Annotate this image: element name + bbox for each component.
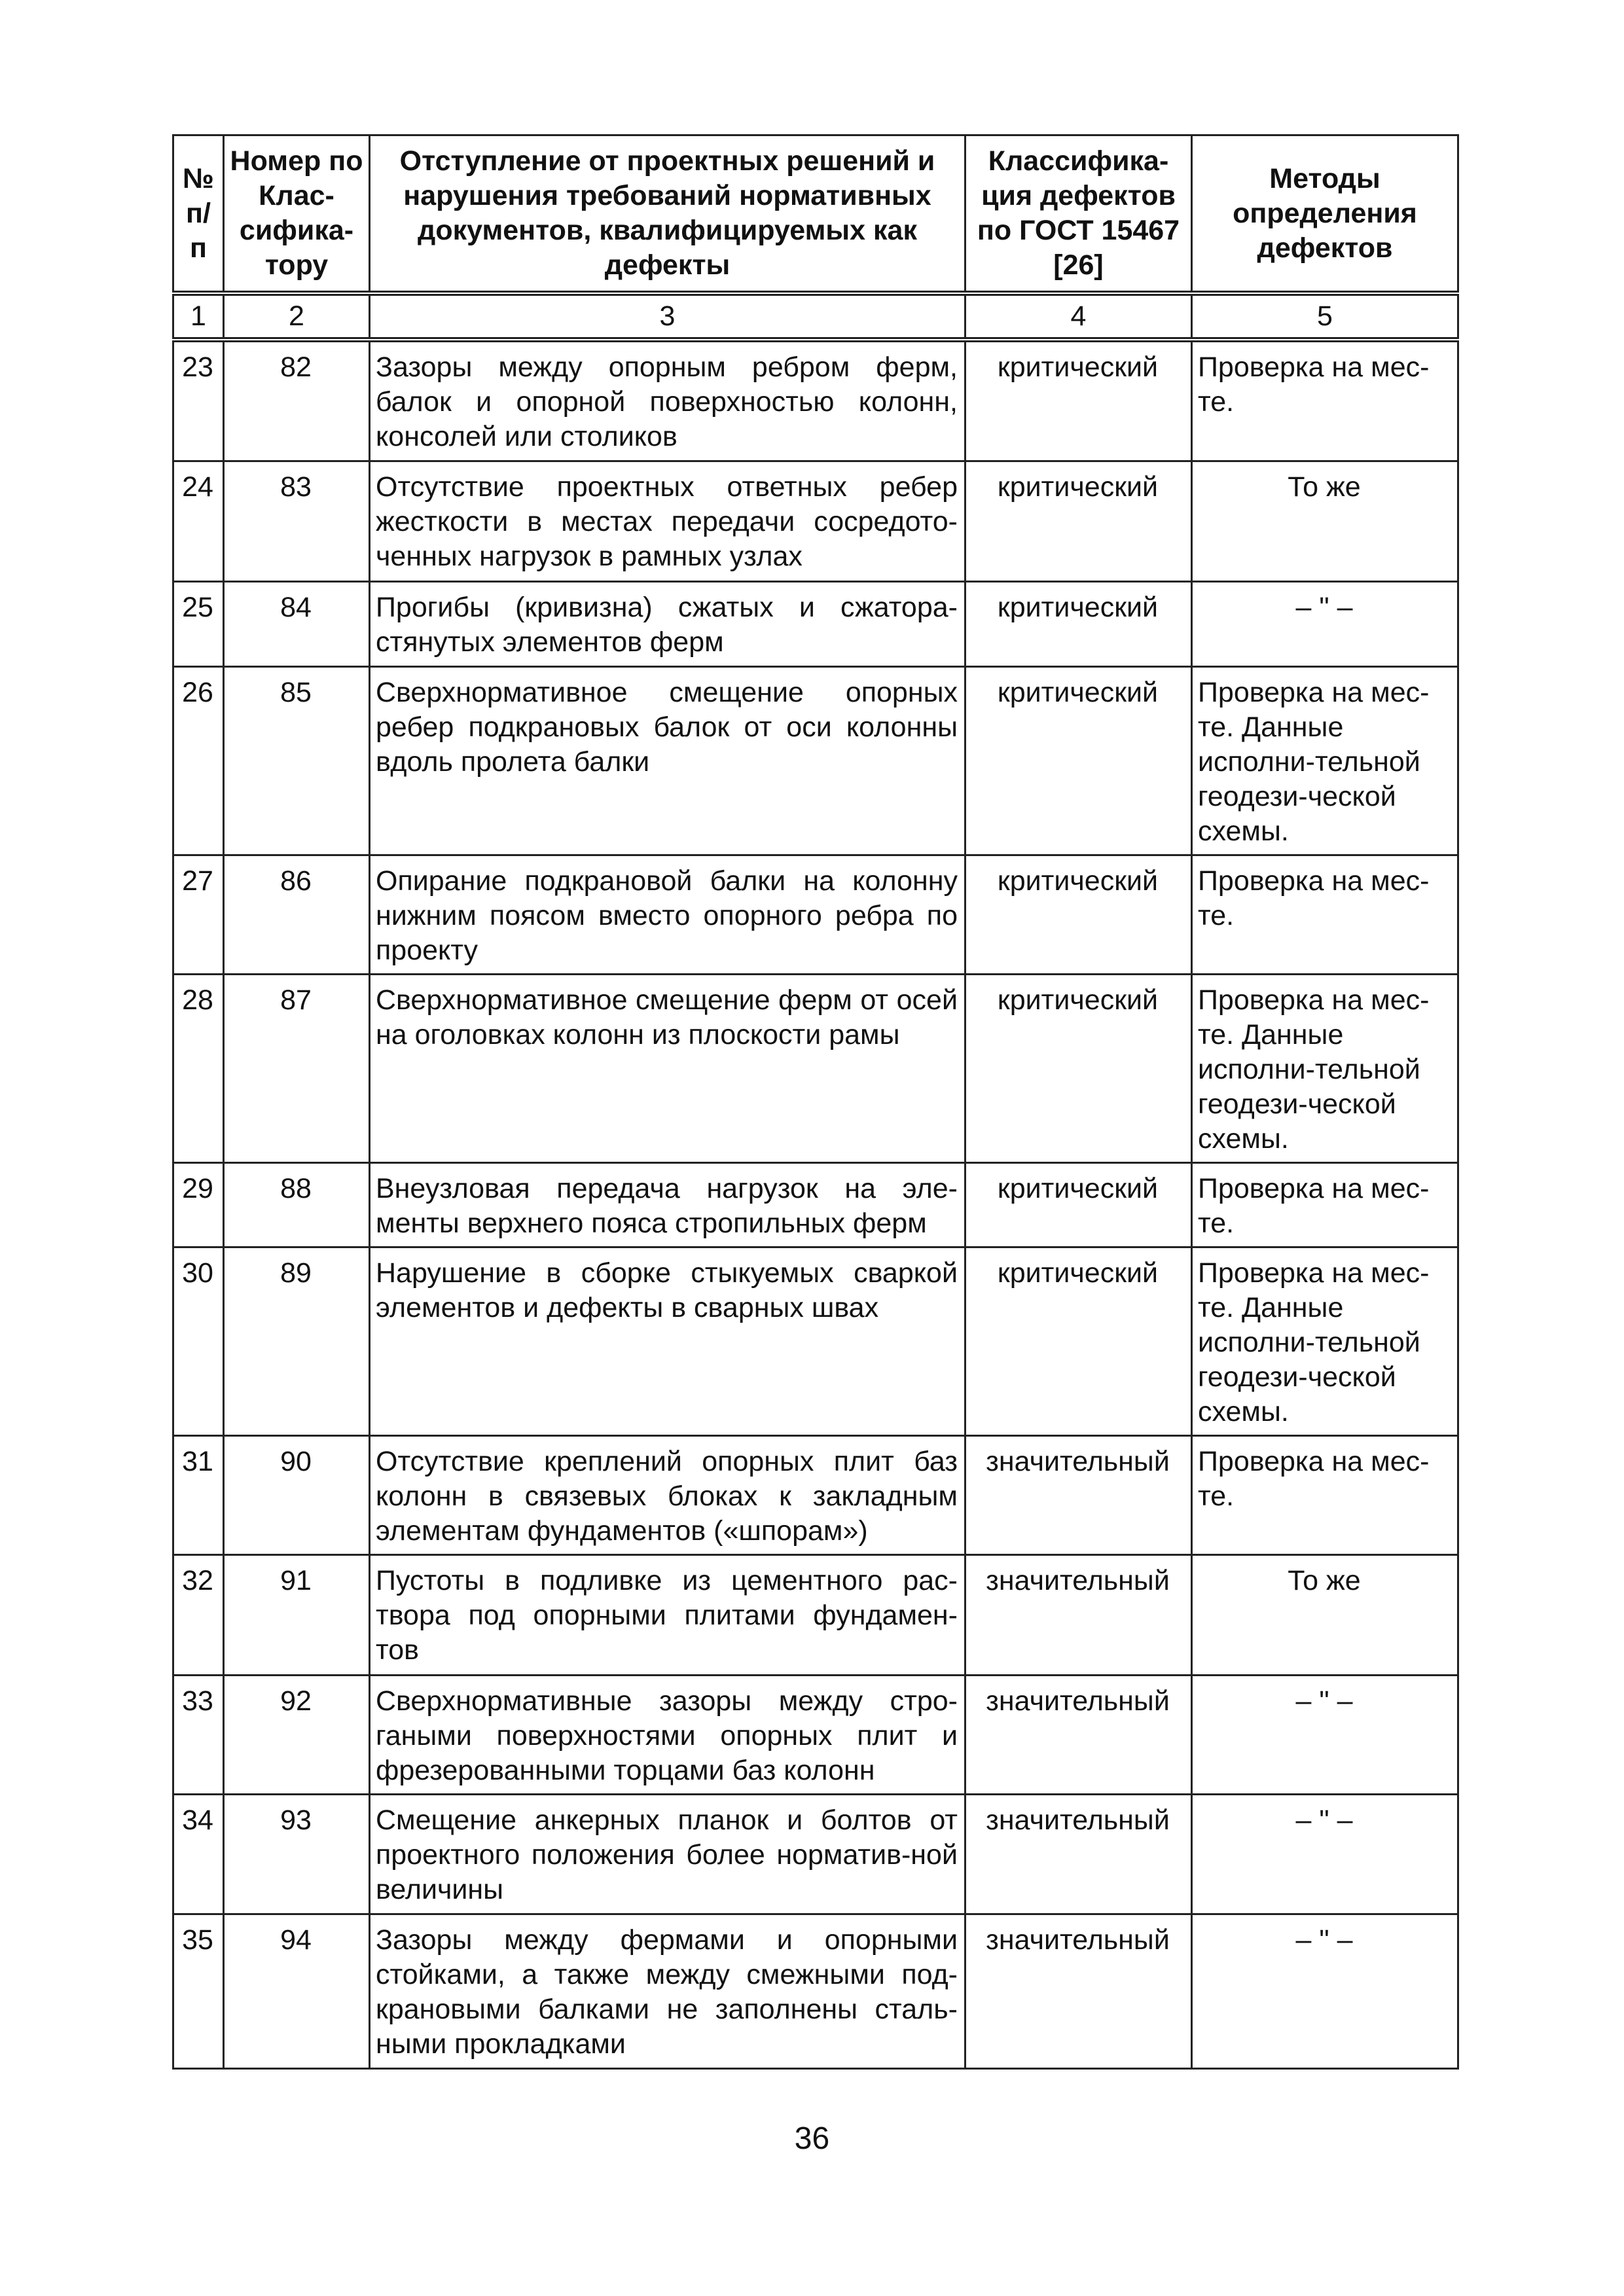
defect-classification: значительный (965, 1675, 1192, 1794)
defect-classification: критический (965, 1247, 1192, 1435)
classifier-code: 85 (224, 666, 370, 855)
table-row (173, 1435, 1458, 1554)
classifier-code: 88 (224, 1162, 370, 1247)
detection-method: Проверка на мес-те. Данные исполни-тельной геодези-ческой схемы. (1192, 974, 1458, 1162)
defect-description: Нарушение в сборке стыкуемых сваркой элементов и дефекты в сварных швах (370, 1247, 965, 1435)
detection-method: Проверка на мес-те. (1192, 1435, 1458, 1554)
row-number: 23 (173, 340, 224, 461)
classifier-code: 82 (224, 340, 370, 461)
page-number: 36 (794, 2121, 830, 2156)
defect-description: Сверхнормативное смещение опорных ребер подкрановых балок от оси колонны вдоль пролета балки (370, 666, 965, 855)
row-number: 31 (173, 1435, 224, 1554)
header-classification: Классифика-ция дефектов по ГОСТ 15467 [26] (965, 135, 1192, 294)
row-number: 35 (173, 1914, 224, 2068)
table-row (173, 1554, 1458, 1675)
table-row (173, 340, 1458, 461)
table-row (173, 855, 1458, 974)
table-row (173, 461, 1458, 581)
table-row (173, 1247, 1458, 1435)
detection-method: Проверка на мес-те. (1192, 1162, 1458, 1247)
row-number: 27 (173, 855, 224, 974)
classifier-code: 90 (224, 1435, 370, 1554)
table-row (173, 1794, 1458, 1914)
defect-description: Пустоты в подливке из цементного рас-твора под опорными плитами фундамен-тов (370, 1554, 965, 1675)
defect-description: Смещение анкерных планок и болтов от проектного положения более норматив-ной величины (370, 1794, 965, 1914)
detection-method: – " – (1192, 1675, 1458, 1794)
column-number: 2 (224, 293, 370, 340)
defect-classification: критический (965, 855, 1192, 974)
column-number: 3 (370, 293, 965, 340)
defect-description: Отсутствие проектных ответных ребер жесткости в местах передачи сосредото-ченных нагрузок в рамных узлах (370, 461, 965, 581)
detection-method: Проверка на мес-те. (1192, 340, 1458, 461)
row-number: 25 (173, 581, 224, 666)
defect-classification: значительный (965, 1794, 1192, 1914)
defect-classification: значительный (965, 1435, 1192, 1554)
defect-description: Зазоры между опорным ребром ферм, балок и опорной поверхностью колонн, консолей или столиков (370, 340, 965, 461)
classifier-code: 84 (224, 581, 370, 666)
defect-classification: критический (965, 581, 1192, 666)
column-number: 4 (965, 293, 1192, 340)
row-number: 24 (173, 461, 224, 581)
table-row (173, 1914, 1458, 2068)
defect-description: Сверхнормативные зазоры между стро-гаными поверхностями опорных плит и фрезерованными торцами баз колонн (370, 1675, 965, 1794)
defect-description: Опирание подкрановой балки на колонну нижним поясом вместо опорного ребра по проекту (370, 855, 965, 974)
classifier-code: 93 (224, 1794, 370, 1914)
column-number-row (173, 293, 1458, 340)
classifier-code: 87 (224, 974, 370, 1162)
defects-table (172, 134, 1459, 2070)
detection-method: – " – (1192, 581, 1458, 666)
classifier-code: 92 (224, 1675, 370, 1794)
header-classifier-code: Номер по Клас-сифика-тору (224, 135, 370, 294)
classifier-code: 89 (224, 1247, 370, 1435)
header-methods: Методы определения дефектов (1192, 135, 1458, 294)
defect-classification: критический (965, 1162, 1192, 1247)
row-number: 26 (173, 666, 224, 855)
row-number: 28 (173, 974, 224, 1162)
table-row (173, 1162, 1458, 1247)
classifier-code: 83 (224, 461, 370, 581)
table-row (173, 1675, 1458, 1794)
classifier-code: 91 (224, 1554, 370, 1675)
defect-description: Зазоры между фермами и опорными стойками, а также между смежными под-крановыми балками не заполнены сталь-ными прокладками (370, 1914, 965, 2068)
table-row (173, 974, 1458, 1162)
header-deviation: Отступление от проектных решений и нарушения требований нормативных документов, квалифицируемых как дефекты (370, 135, 965, 294)
detection-method: – " – (1192, 1914, 1458, 2068)
defect-description: Отсутствие креплений опорных плит баз колонн в связевых блоках к закладным элементам фундаментов («шпорам») (370, 1435, 965, 1554)
detection-method: Проверка на мес-те. (1192, 855, 1458, 974)
row-number: 34 (173, 1794, 224, 1914)
table-body (173, 340, 1458, 2068)
defect-classification: критический (965, 461, 1192, 581)
table-row (173, 581, 1458, 666)
classifier-code: 86 (224, 855, 370, 974)
header-row (173, 135, 1458, 294)
defect-description: Сверхнормативное смещение ферм от осей на оголовках колонн из плоскости рамы (370, 974, 965, 1162)
row-number: 32 (173, 1554, 224, 1675)
header-number: № п/п (173, 135, 224, 294)
row-number: 29 (173, 1162, 224, 1247)
table-row (173, 666, 1458, 855)
defect-description: Внеузловая передача нагрузок на эле-менты верхнего пояса стропильных ферм (370, 1162, 965, 1247)
defect-classification: критический (965, 340, 1192, 461)
column-number: 1 (173, 293, 224, 340)
row-number: 33 (173, 1675, 224, 1794)
defect-classification: значительный (965, 1914, 1192, 2068)
detection-method: – " – (1192, 1794, 1458, 1914)
classifier-code: 94 (224, 1914, 370, 2068)
detection-method: Проверка на мес-те. Данные исполни-тельной геодези-ческой схемы. (1192, 1247, 1458, 1435)
detection-method: То же (1192, 461, 1458, 581)
defect-classification: значительный (965, 1554, 1192, 1675)
row-number: 30 (173, 1247, 224, 1435)
detection-method: То же (1192, 1554, 1458, 1675)
defect-description: Прогибы (кривизна) сжатых и сжатора-стянутых элементов ферм (370, 581, 965, 666)
defect-classification: критический (965, 666, 1192, 855)
detection-method: Проверка на мес-те. Данные исполни-тельной геодези-ческой схемы. (1192, 666, 1458, 855)
defect-classification: критический (965, 974, 1192, 1162)
column-number: 5 (1192, 293, 1458, 340)
